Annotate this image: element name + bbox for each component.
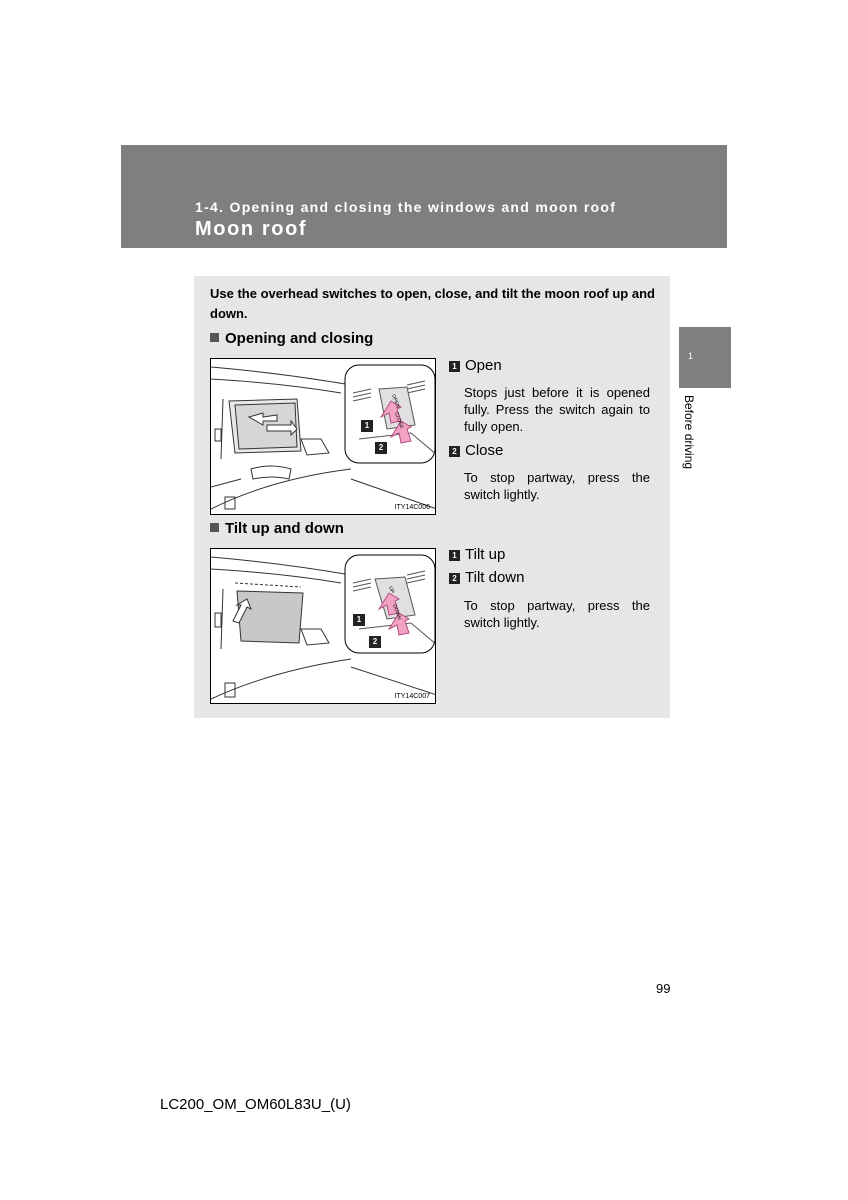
bullet-square-icon bbox=[210, 523, 219, 532]
figure-callout-2: 2 bbox=[375, 442, 387, 454]
item-open bbox=[449, 357, 502, 374]
subheading-opening-closing bbox=[210, 330, 373, 347]
figure-code: ITY14C006 bbox=[394, 504, 430, 511]
subheading-tilt bbox=[210, 520, 344, 537]
item-tilt-up bbox=[449, 546, 505, 563]
item-label: Close bbox=[465, 442, 504, 459]
subheading-text: Opening and closing bbox=[225, 330, 374, 347]
figure-code: ITY14C007 bbox=[394, 693, 430, 700]
item-label: Open bbox=[465, 357, 502, 374]
moon-roof-open-close-illustration bbox=[211, 359, 436, 515]
chapter-number: 1 bbox=[688, 351, 694, 361]
item-label: Tilt down bbox=[465, 569, 525, 586]
item-number-badge: 1 bbox=[449, 361, 460, 372]
page-title: Moon roof bbox=[195, 218, 308, 240]
item-tilt-desc: To stop partway, press the switch lightly. bbox=[464, 598, 650, 630]
item-number-badge: 2 bbox=[449, 573, 460, 584]
item-number-badge: 2 bbox=[449, 446, 460, 457]
figure-open-close bbox=[210, 358, 436, 515]
figure-callout-1: 1 bbox=[353, 614, 365, 626]
item-close bbox=[449, 442, 503, 459]
intro-text: Use the overhead switches to open, close, and tilt the moon roof up and down. bbox=[210, 286, 655, 321]
figure-callout-2: 2 bbox=[369, 636, 381, 648]
document-code: LC200_OM_OM60L83U_(U) bbox=[160, 1096, 351, 1113]
moon-roof-tilt-illustration bbox=[211, 549, 436, 704]
item-close-desc: To stop partway, press the switch lightly. bbox=[464, 470, 650, 502]
subheading-text: Tilt up and down bbox=[225, 520, 344, 537]
item-tilt-down bbox=[449, 569, 524, 586]
switch-label-up: UP bbox=[387, 585, 396, 595]
section-title: 1-4. Opening and closing the windows and moon roof bbox=[195, 199, 617, 215]
item-number-badge: 1 bbox=[449, 550, 460, 561]
switch-label-open: OPEN bbox=[390, 393, 401, 410]
chapter-label: Before driving bbox=[682, 395, 696, 470]
item-open-desc: Stops just before it is opened fully. Press the switch again to fully open. bbox=[464, 385, 650, 434]
section-header bbox=[121, 145, 727, 248]
switch-label-close: CLOSE bbox=[393, 411, 405, 430]
bullet-square-icon bbox=[210, 333, 219, 342]
chapter-tab[interactable] bbox=[679, 327, 731, 388]
figure-callout-1: 1 bbox=[361, 420, 373, 432]
switch-label-down: DOWN bbox=[391, 603, 403, 621]
page-number: 99 bbox=[656, 981, 671, 996]
item-label: Tilt up bbox=[465, 546, 506, 563]
figure-tilt bbox=[210, 548, 436, 704]
